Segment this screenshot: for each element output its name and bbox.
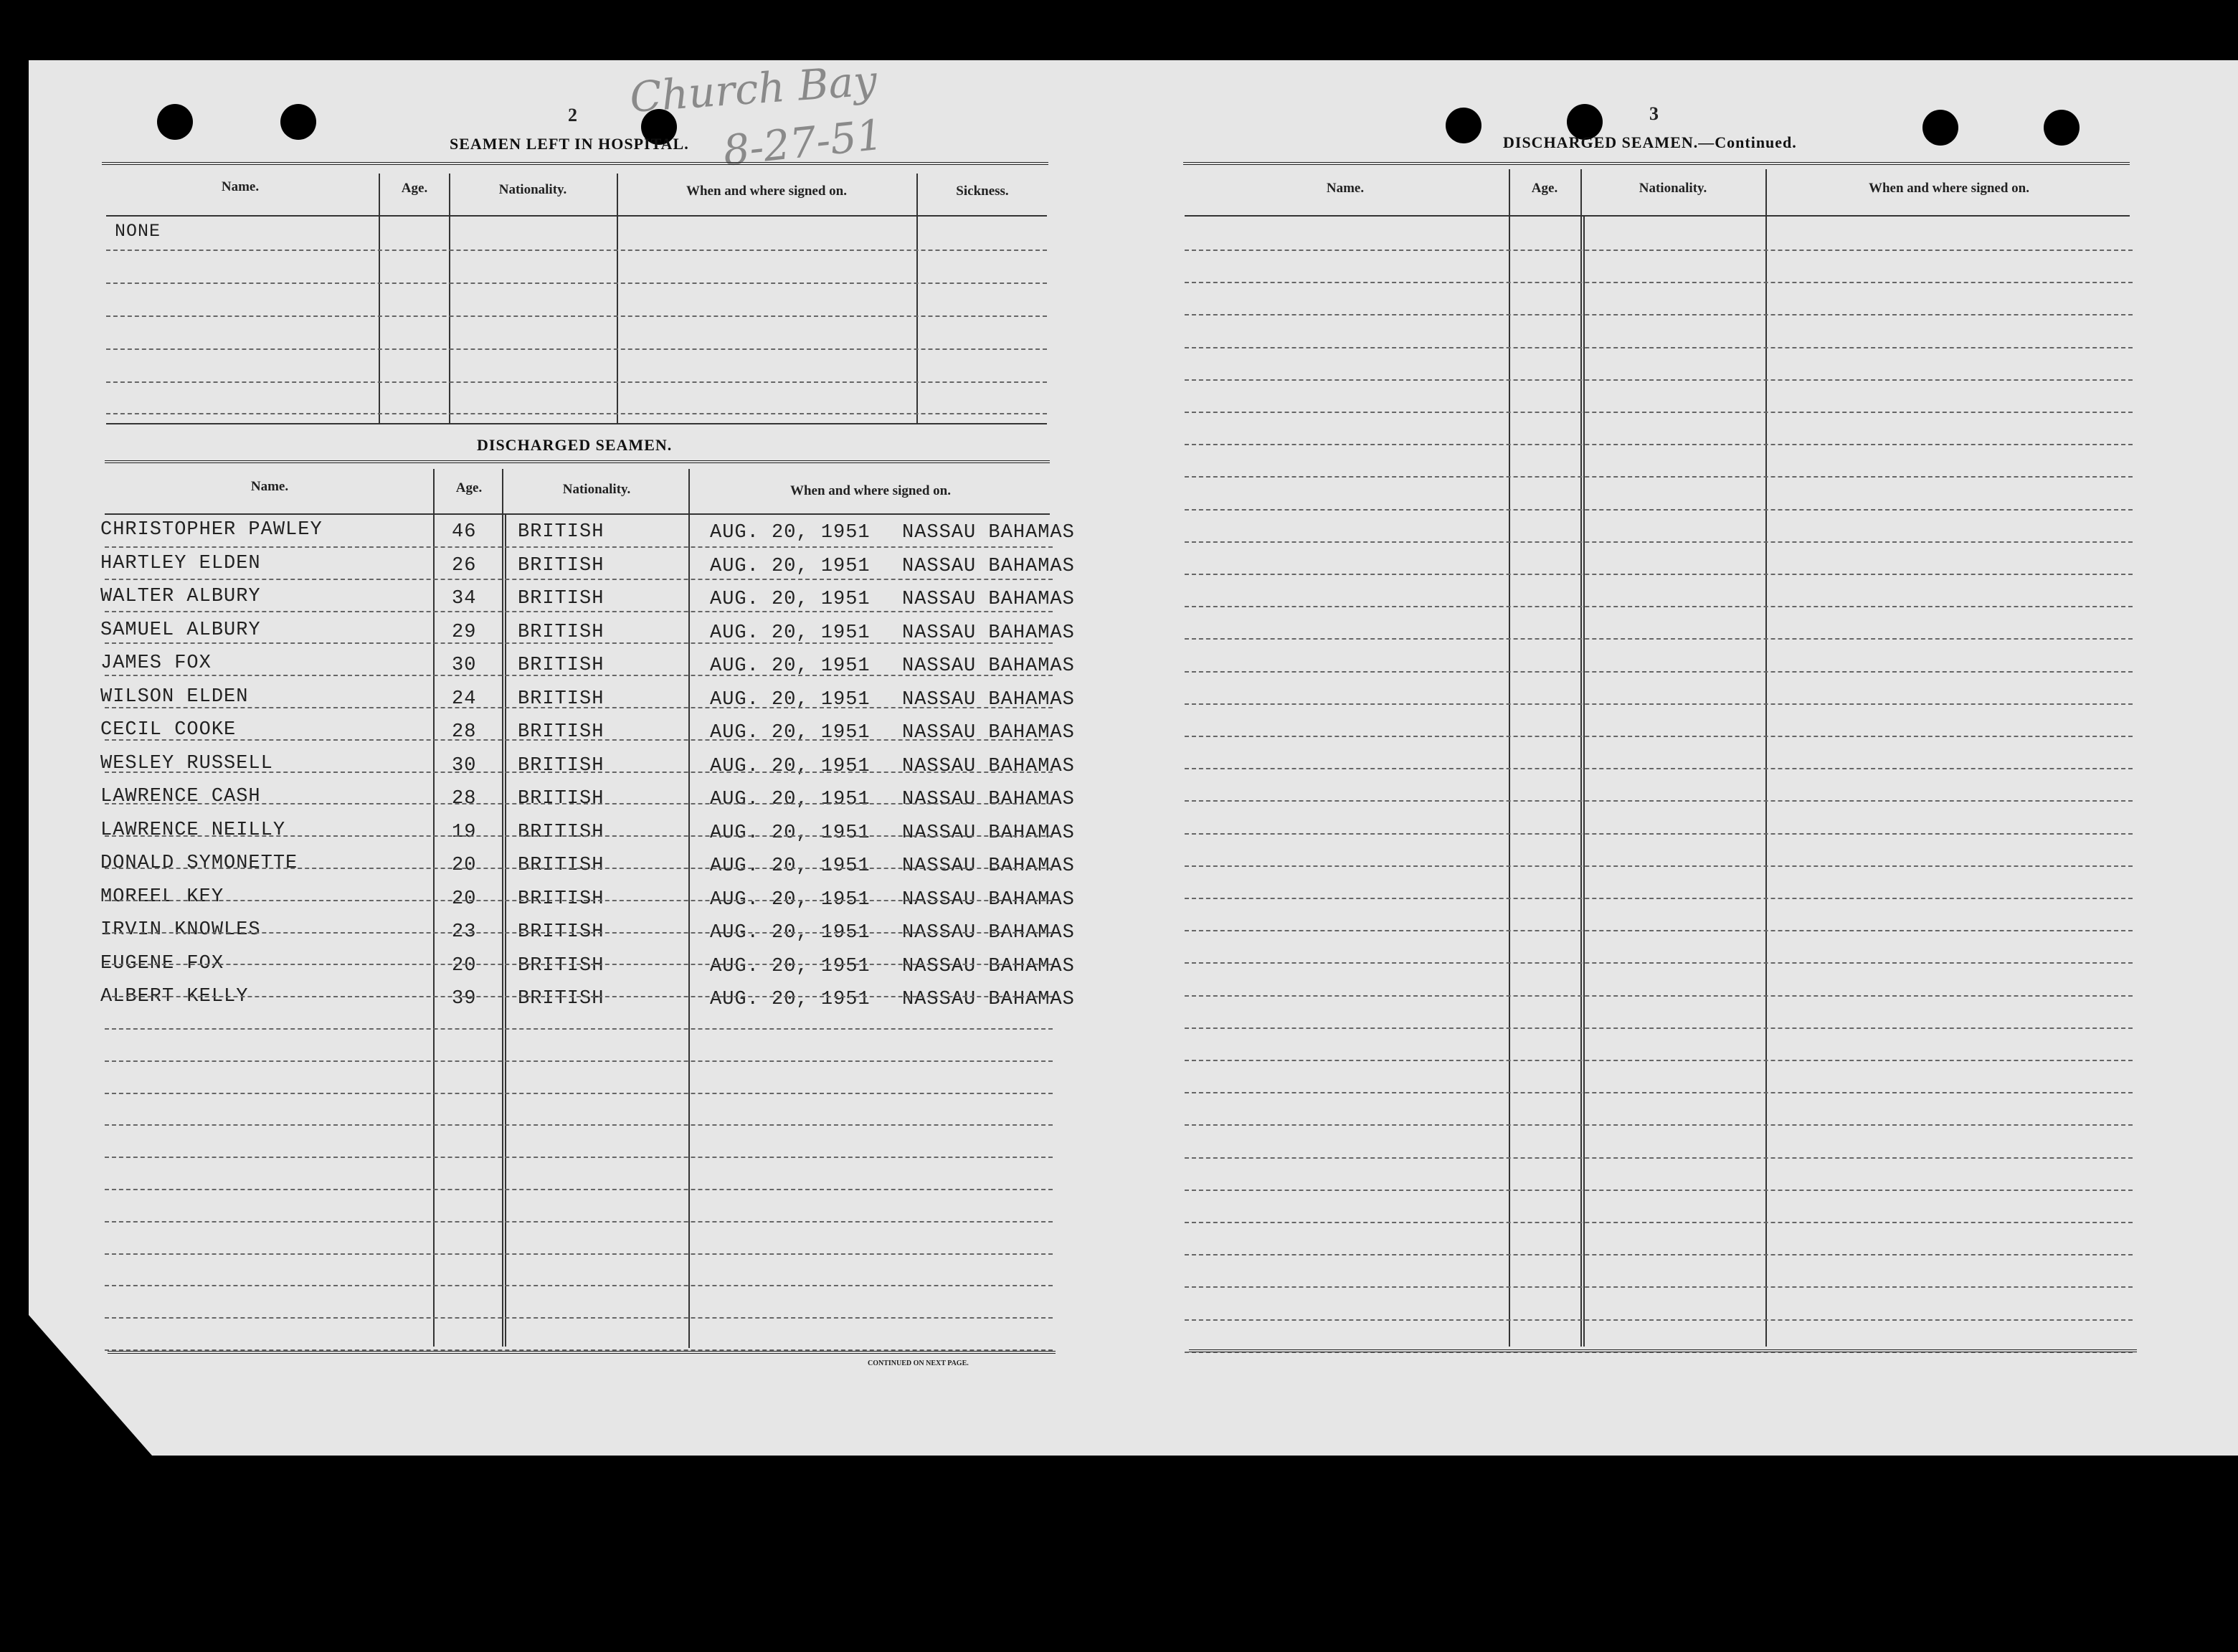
right-header-signed-on: When and where signed on.: [1868, 181, 2029, 196]
seaman-signed-place: NASSAU BAHAMAS: [902, 855, 1075, 877]
seaman-signed-date: AUG. 20, 1951: [710, 688, 871, 711]
hospital-entry: NONE: [115, 221, 161, 242]
punch-hole: [1446, 108, 1481, 143]
seaman-age: 20: [452, 888, 477, 910]
right-header-age: Age.: [1531, 181, 1558, 196]
seaman-signed-place: NASSAU BAHAMAS: [902, 989, 1075, 1010]
seaman-name: CHRISTOPHER PAWLEY: [100, 519, 323, 541]
seaman-signed-place: NASSAU BAHAMAS: [902, 789, 1075, 810]
seaman-age: 46: [452, 521, 477, 543]
discharged-row-line: [105, 1317, 1053, 1319]
seaman-name: IRVIN KNOWLES: [100, 919, 261, 941]
seaman-signed-place: NASSAU BAHAMAS: [902, 589, 1075, 610]
seaman-name: CECIL COOKE: [100, 719, 237, 741]
seaman-name: HARTLEY ELDEN: [100, 552, 261, 574]
seaman-age: 30: [452, 655, 477, 676]
right-col-divider: [1580, 169, 1582, 1347]
seaman-signed-place: NASSAU BAHAMAS: [902, 722, 1075, 744]
hospital-section-title: SEAMEN LEFT IN HOSPITAL.: [450, 135, 689, 153]
discharged-section-title: DISCHARGED SEAMEN.: [477, 436, 673, 454]
seaman-name: ALBERT KELLY: [100, 986, 249, 1007]
seaman-signed-place: NASSAU BAHAMAS: [902, 755, 1075, 777]
seaman-age: 24: [452, 688, 477, 710]
hospital-top-rule: [102, 162, 1048, 165]
right-col-divider: [1509, 169, 1510, 1347]
seaman-name: WALTER ALBURY: [100, 586, 261, 607]
seaman-nationality: BRITISH: [518, 788, 604, 810]
discharged-row-line: [105, 1028, 1053, 1030]
seaman-signed-place: NASSAU BAHAMAS: [902, 955, 1075, 977]
seaman-nationality: BRITISH: [518, 521, 604, 543]
right-row-line: [1185, 606, 2133, 607]
seaman-age: 20: [452, 855, 477, 876]
document-sheet: [29, 60, 2238, 1456]
seaman-name: JAMES FOX: [100, 652, 212, 674]
seaman-age: 28: [452, 788, 477, 810]
seaman-signed-date: AUG. 20, 1951: [710, 655, 871, 677]
right-top-rule: [1183, 162, 2130, 165]
hospital-row-line: [106, 250, 1047, 251]
right-row-line: [1185, 282, 2133, 283]
seaman-name: WILSON ELDEN: [100, 685, 249, 708]
right-row-line: [1185, 638, 2133, 640]
discharged-bottom-rule: [108, 1351, 1056, 1354]
discharged-header-rule: [105, 513, 1050, 515]
discharged-header-signed-on: When and where signed on.: [790, 483, 951, 498]
right-row-line: [1185, 379, 2133, 381]
hospital-header-rule: [106, 215, 1047, 217]
discharged-header-nationality: Nationality.: [562, 482, 631, 497]
seaman-nationality: BRITISH: [518, 821, 604, 843]
hospital-header-sickness: Sickness.: [956, 184, 1009, 199]
hospital-col-divider: [916, 174, 918, 423]
discharged-row-line: [105, 1221, 1053, 1223]
handwritten-place: Church Bay: [628, 56, 879, 122]
right-row-line: [1185, 1190, 2133, 1191]
seaman-nationality: BRITISH: [518, 954, 604, 977]
seaman-name: WESLEY RUSSELL: [100, 752, 273, 774]
seaman-age: 34: [452, 588, 477, 609]
right-col-divider: [1583, 215, 1585, 1347]
discharged-row-line: [105, 1060, 1053, 1062]
seaman-signed-place: NASSAU BAHAMAS: [902, 622, 1075, 644]
right-row-line: [1185, 476, 2133, 478]
handwritten-date: 8-27-51: [721, 110, 886, 176]
seaman-signed-date: AUG. 20, 1951: [710, 522, 871, 543]
right-section-title: DISCHARGED SEAMEN.—Continued.: [1503, 133, 1797, 151]
seaman-signed-place: NASSAU BAHAMAS: [902, 922, 1075, 944]
right-row-line: [1185, 574, 2133, 575]
seaman-signed-date: AUG. 20, 1951: [710, 622, 871, 644]
right-bottom-rule: [1189, 1349, 2137, 1352]
seaman-signed-date: AUG. 20, 1951: [710, 789, 871, 810]
discharged-row-line: [105, 868, 1053, 869]
seaman-signed-place: NASSAU BAHAMAS: [902, 522, 1075, 543]
seaman-signed-place: NASSAU BAHAMAS: [902, 822, 1075, 844]
hospital-col-divider: [379, 174, 380, 423]
right-page-number: 3: [1649, 103, 1659, 124]
seaman-signed-date: AUG. 20, 1951: [710, 888, 871, 911]
seaman-signed-date: AUG. 20, 1951: [710, 589, 871, 610]
seaman-nationality: BRITISH: [518, 554, 604, 576]
discharged-top-rule: [105, 460, 1050, 463]
hospital-col-divider: [449, 174, 450, 423]
seaman-age: 26: [452, 554, 477, 576]
discharged-col-divider: [688, 469, 690, 1348]
hospital-row-line: [106, 381, 1047, 383]
seaman-name: MOREEL KEY: [100, 886, 224, 908]
seaman-name: DONALD SYMONETTE: [100, 853, 298, 874]
discharged-col-divider: [502, 469, 503, 1347]
discharged-row-line: [105, 1253, 1053, 1255]
seaman-age: 23: [452, 921, 477, 943]
right-row-line: [1185, 800, 2133, 802]
discharged-header-name: Name.: [250, 479, 289, 494]
seaman-signed-place: NASSAU BAHAMAS: [902, 888, 1075, 911]
seaman-age: 30: [452, 754, 477, 777]
discharged-row-line: [105, 707, 1053, 708]
discharged-row-line: [105, 835, 1053, 837]
punch-hole: [2044, 110, 2080, 146]
discharged-row-line: [105, 579, 1053, 580]
right-row-line: [1185, 444, 2133, 445]
seaman-name: LAWRENCE CASH: [100, 786, 261, 807]
seaman-signed-date: AUG. 20, 1951: [710, 922, 871, 944]
right-row-line: [1185, 898, 2133, 899]
right-row-line: [1185, 1092, 2133, 1093]
right-row-line: [1185, 930, 2133, 931]
seaman-name: EUGENE FOX: [100, 952, 224, 974]
discharged-row-line: [105, 900, 1053, 901]
right-row-line: [1185, 347, 2133, 348]
seaman-nationality: BRITISH: [518, 855, 604, 876]
right-header-rule: [1185, 215, 2130, 217]
right-row-line: [1185, 865, 2133, 867]
seaman-signed-date: AUG. 20, 1951: [710, 755, 871, 777]
right-row-line: [1185, 1222, 2133, 1223]
right-header-name: Name.: [1326, 181, 1365, 196]
discharged-col-divider: [433, 469, 435, 1347]
continued-footer: CONTINUED ON NEXT PAGE.: [868, 1359, 969, 1367]
seaman-signed-date: AUG. 20, 1951: [710, 989, 871, 1010]
hospital-bottom-rule: [106, 423, 1047, 424]
seaman-nationality: BRITISH: [518, 988, 604, 1010]
seaman-nationality: BRITISH: [518, 888, 604, 910]
seaman-nationality: BRITISH: [518, 921, 604, 943]
left-page-number: 2: [568, 105, 577, 125]
right-row-line: [1185, 768, 2133, 769]
right-row-line: [1185, 541, 2133, 543]
right-row-line: [1185, 962, 2133, 964]
seaman-age: 19: [452, 821, 477, 843]
hospital-row-line: [106, 315, 1047, 317]
seaman-signed-place: NASSAU BAHAMAS: [902, 688, 1075, 711]
right-row-line: [1185, 1286, 2133, 1288]
seaman-signed-place: NASSAU BAHAMAS: [902, 655, 1075, 677]
discharged-row-line: [105, 964, 1053, 965]
discharged-row-line: [105, 611, 1053, 612]
discharged-row-line: [105, 1189, 1053, 1190]
punch-hole: [157, 104, 193, 140]
seaman-age: 39: [452, 988, 477, 1010]
discharged-row-line: [105, 803, 1053, 804]
discharged-row-line: [105, 642, 1053, 644]
discharged-row-line: [105, 772, 1053, 773]
hospital-row-line: [106, 283, 1047, 284]
seaman-nationality: BRITISH: [518, 688, 604, 710]
seaman-nationality: BRITISH: [518, 754, 604, 777]
seaman-nationality: BRITISH: [518, 621, 604, 643]
hospital-row-line: [106, 413, 1047, 414]
right-row-line: [1185, 1027, 2133, 1029]
hospital-header-age: Age.: [401, 181, 428, 196]
hospital-header-signed-on: When and where signed on.: [686, 184, 847, 199]
hospital-header-nationality: Nationality.: [498, 182, 567, 197]
right-row-line: [1185, 509, 2133, 511]
hospital-header-name: Name.: [221, 179, 260, 194]
seaman-age: 28: [452, 721, 477, 743]
right-row-line: [1185, 736, 2133, 737]
right-row-line: [1185, 412, 2133, 413]
hospital-row-line: [106, 348, 1047, 350]
discharged-header-age: Age.: [455, 480, 483, 495]
right-row-line: [1185, 1319, 2133, 1321]
right-row-line: [1185, 250, 2133, 251]
seaman-signed-date: AUG. 20, 1951: [710, 822, 871, 844]
seaman-signed-date: AUG. 20, 1951: [710, 555, 871, 577]
right-row-line: [1185, 833, 2133, 835]
right-row-line: [1185, 314, 2133, 315]
seaman-name: LAWRENCE NEILLY: [100, 819, 286, 841]
discharged-row-line: [105, 675, 1053, 676]
right-col-divider: [1765, 169, 1767, 1347]
seaman-name: SAMUEL ALBURY: [100, 619, 261, 641]
right-row-line: [1185, 995, 2133, 997]
seaman-nationality: BRITISH: [518, 588, 604, 609]
discharged-row-line: [105, 1093, 1053, 1094]
right-row-line: [1185, 671, 2133, 673]
seaman-signed-date: AUG. 20, 1951: [710, 855, 871, 877]
right-row-line: [1185, 1157, 2133, 1159]
discharged-row-line: [105, 1157, 1053, 1158]
discharged-row-line: [105, 739, 1053, 741]
discharged-row-line: [105, 996, 1053, 997]
right-row-line: [1185, 703, 2133, 705]
seaman-age: 20: [452, 954, 477, 977]
discharged-row-line: [105, 546, 1053, 548]
seaman-nationality: BRITISH: [518, 721, 604, 743]
seaman-nationality: BRITISH: [518, 655, 604, 676]
right-header-nationality: Nationality.: [1639, 181, 1707, 196]
discharged-row-line: [105, 1124, 1053, 1126]
seaman-age: 29: [452, 621, 477, 643]
discharged-row-line: [105, 1285, 1053, 1286]
hospital-col-divider: [617, 174, 618, 423]
seaman-signed-place: NASSAU BAHAMAS: [902, 555, 1075, 577]
right-row-line: [1185, 1124, 2133, 1126]
right-row-line: [1185, 1060, 2133, 1061]
right-row-line: [1185, 1254, 2133, 1255]
seaman-signed-date: AUG. 20, 1951: [710, 722, 871, 744]
punch-hole: [1922, 110, 1958, 146]
seaman-signed-date: AUG. 20, 1951: [710, 955, 871, 977]
punch-hole: [280, 104, 316, 140]
discharged-row-line: [105, 932, 1053, 934]
